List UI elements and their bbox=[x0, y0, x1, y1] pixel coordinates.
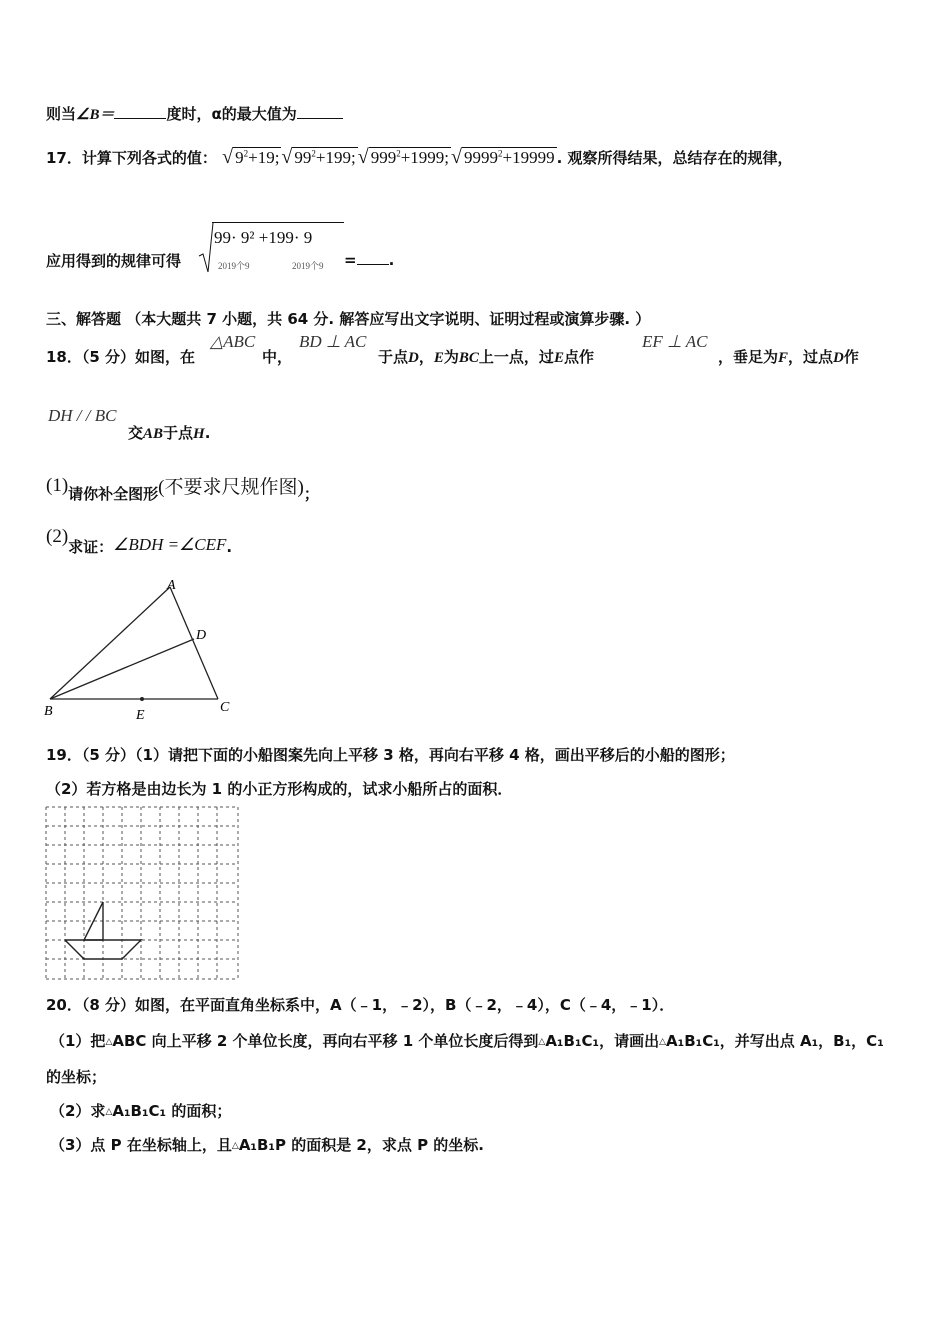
q20-line1: 20．（8 分）如图，在平面直角坐标系中，A（﹣1，﹣2），B（﹣2，﹣4），C（﹣4，﹣1）． bbox=[46, 996, 675, 1014]
q19-line2: （2）若方格是由边长为 1 的小正方形构成的，试求小船所占的面积． bbox=[46, 780, 513, 798]
label-c: C bbox=[220, 700, 230, 715]
q18-zhong: 中， bbox=[262, 348, 293, 366]
digit-count-label-1: 2019个9 bbox=[218, 261, 250, 271]
triangle-figure bbox=[40, 575, 250, 725]
q20-part1-end: 的坐标； bbox=[46, 1068, 107, 1086]
label-d: D bbox=[196, 628, 207, 643]
q17-apply-line: 应用得到的规律可得 bbox=[46, 252, 182, 270]
q20-part3: （3）点 P 在坐标轴上，且△A₁B₁P 的面积是 2，求点 P 的坐标. bbox=[50, 1136, 485, 1154]
sqrt-expr-3: √ $999^2+1999$; bbox=[357, 146, 450, 168]
q18-line-cont: 于点D，E为BC上一点，过E点作 bbox=[378, 348, 594, 366]
boat-grid-figure bbox=[45, 806, 241, 982]
answer-blank-q17[interactable] bbox=[357, 250, 389, 265]
q18-number: 18．（5 分）如图，在 bbox=[46, 348, 196, 366]
dh-parallel-bc: DH / / BC bbox=[48, 406, 117, 425]
label-e: E bbox=[136, 708, 145, 723]
q16-tail-line: 则当∠B＝ 度时，α的最大值为 bbox=[46, 103, 343, 124]
boat-hull bbox=[65, 940, 141, 959]
q18-part2: (2)求证：∠BDH =∠CEF. bbox=[46, 526, 233, 556]
segment-bd bbox=[50, 639, 194, 699]
q18-part1: (1)请你补全图形(不要求尺规作图)； bbox=[46, 475, 319, 503]
answer-blank-angle[interactable] bbox=[114, 104, 166, 119]
q17-equals: = . bbox=[344, 251, 395, 269]
q17-line: 17．计算下列各式的值： √ $9^2+19$; √ $99^2+199$; √ $999^2+1999$; √ $9999^2+19999$ . 观察所得结果，总结存在的规律， bbox=[46, 146, 793, 168]
answer-blank-max[interactable] bbox=[297, 104, 343, 119]
sqrt-expr-4: √ $9999^2+19999$ bbox=[451, 146, 555, 168]
angle-b: ∠B＝ bbox=[76, 107, 115, 123]
point-e bbox=[140, 697, 144, 701]
digit-count-label-2: 2019个9 bbox=[292, 261, 324, 271]
q18-line2: 交AB于点H. bbox=[128, 424, 211, 442]
sqrt-expr-1: √ $9^2+19$; bbox=[222, 146, 280, 168]
q19-line1: 19．（5 分）（1）请把下面的小船图案先向上平移 3 格，再向右平移 4 格，画出平移后的小船的图形； bbox=[46, 746, 735, 764]
label-a: A bbox=[167, 578, 176, 593]
q18-line-end: ，垂足为F，过点D作 bbox=[718, 348, 859, 366]
boat-shape bbox=[65, 902, 141, 959]
q20-part1: （1）把△ABC 向上平移 2 个单位长度，再向右平移 1 个单位长度后得到△A₁B₁C₁，请画出△A₁B₁C₁，并写出点 A₁，B₁，C₁ bbox=[50, 1032, 884, 1050]
section-title: 三、解答题 （本大题共 7 小题，共 64 分. 解答应写出文字说明、证明过程或演算步骤. ） bbox=[46, 310, 651, 328]
tri-abc: △ABC bbox=[210, 332, 256, 351]
bd-perp-ac: BD ⊥ AC bbox=[299, 332, 367, 351]
big-sqrt-row: 99· 9² +199· 9 bbox=[214, 228, 313, 247]
side-ac bbox=[170, 587, 218, 699]
dashed-grid bbox=[46, 807, 238, 979]
side-ab bbox=[50, 587, 170, 699]
q20-part2: （2）求△A₁B₁C₁ 的面积； bbox=[50, 1102, 232, 1120]
sqrt-expr-2: √ $99^2+199$; bbox=[281, 146, 356, 168]
big-sqrt-expression bbox=[198, 218, 348, 274]
label-b: B bbox=[44, 704, 53, 719]
ef-perp-ac: EF ⊥ AC bbox=[642, 332, 708, 351]
